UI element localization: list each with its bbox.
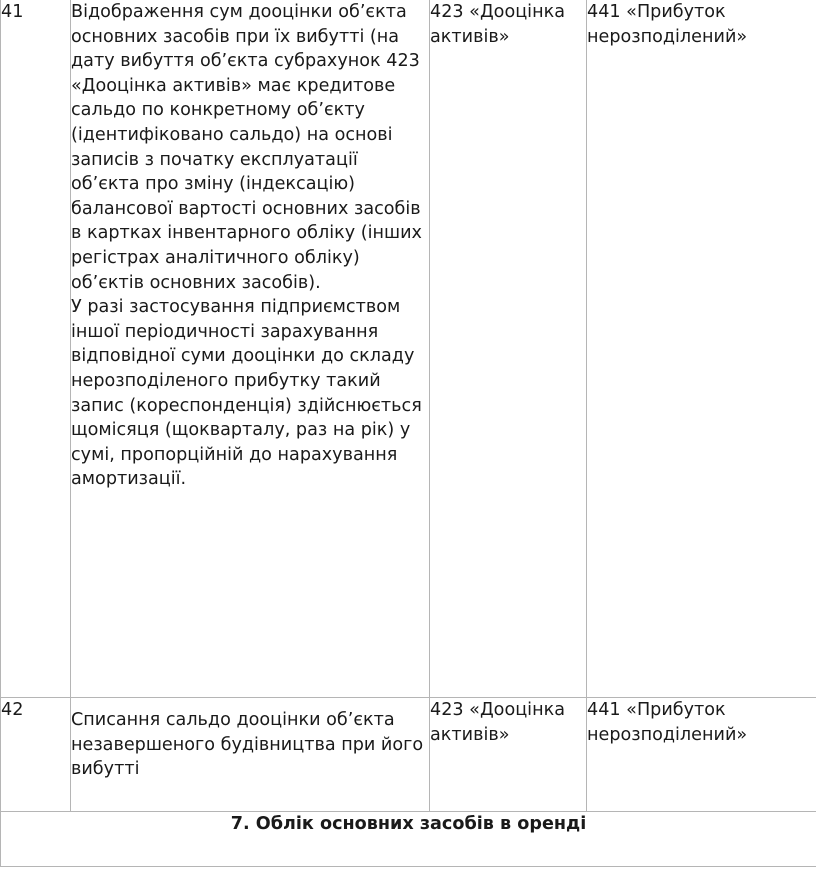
table-row: [1, 698, 816, 812]
table-row: [1, 0, 816, 698]
section-row: [1, 812, 816, 867]
description-paragraph: Відображення сум дооцінки об’єкта основних засобів при їх вибутті (на дату вибуття об’єкта субрахунок 423 «Дооцінка активів» має кредитове сальдо по конкретному об’єкту (ідентифіковано сальдо) на основі записів з початку експлуатації об’єкта про зміну (індексацію) балансової вартості основних засобів в картках інвентарного обліку (інших регістрах аналітичного обліку) об’єктів основних засобів).: [71, 2, 422, 293]
debit-account: 423 «Дооцінка активів»: [430, 0, 587, 698]
debit-account: 423 «Дооцінка активів»: [430, 698, 587, 812]
credit-account: 441 «Прибуток нерозподілений»: [587, 0, 816, 698]
section-heading: 7. Облік основних засобів в оренді: [1, 812, 816, 867]
entry-description: [71, 698, 430, 812]
entry-number: 41: [1, 0, 71, 698]
entry-description: [71, 0, 430, 698]
credit-account: 441 «Прибуток нерозподілений»: [587, 698, 816, 812]
description-paragraph: Списання сальдо дооцінки об’єкта незавершеного будівництва при його вибутті: [71, 710, 424, 780]
entry-number: 42: [1, 698, 71, 812]
description-paragraph: У разі застосування підприємством іншої періодичності зарахування відповідної суми дооцінки до складу нерозподіленого прибутку такий запис (кореспонденція) здійснюється щомісяця (щокварталу, раз на рік) у сумі, пропорційній до нарахування амортизації.: [71, 297, 422, 490]
